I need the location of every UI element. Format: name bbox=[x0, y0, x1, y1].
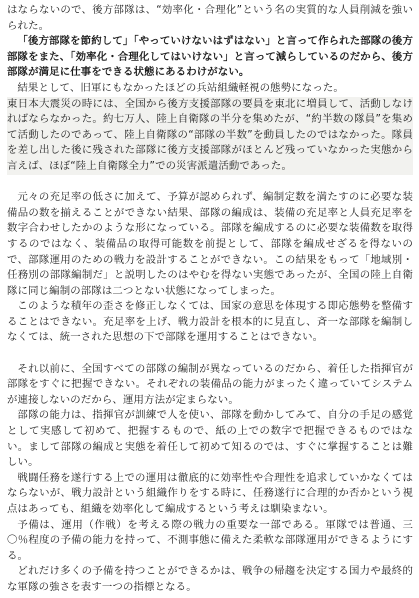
paragraph-gap bbox=[7, 346, 413, 362]
paragraph: 予備は、運用（作戦）を考える際の戦力の重要な一部である。軍隊では普通、三〇％程度の予備の能力を持って、不測事態に備えた柔軟な部隊運用ができるようにする。 bbox=[7, 518, 413, 562]
paragraph: 東日本大震災の時には、全国から後方支援部隊の要員を東北に増員して、活動しなければならなかった。約七万人、陸上自衛隊の半分を集めたが、“約半数の隊員”を集めて活動したのであって、陸上自衛隊の“部隊の半数”を動員したのではなかった。隊員を差し出した後に残された部隊に後方支援部隊がほとんど残っていなかった実態から言えば、ほぼ“陸上自衛隊全力”での災害派遣活動であった。 bbox=[7, 97, 413, 175]
paragraph: 結果として、旧軍にもなかったほどの兵站組織軽視の態勢になった。 bbox=[17, 81, 344, 94]
paragraph: このような積年の歪さを修正しなくては、国家の意思を体現する即応態勢を整備することはできない。充足率を上げ、戦力設計を根本的に見直し、斉一な部隊を編制しなくては、統一された思想の下で部隊を運用することはできない。 bbox=[7, 300, 413, 344]
paragraph: はならないので、後方部隊は、“効率化・合理化”という名の実質的な人員削減を強いられた。 bbox=[7, 4, 413, 32]
paragraph: どれだけ多くの予備を持つことができるかは、戦争の帰趨を決定する国力や最終的な軍隊の強さを表す一つの指標となる。 bbox=[7, 565, 413, 593]
paragraph: それ以前に、全国すべての部隊の編制が異なっているのだから、着任した指揮官が部隊をすぐに把握できない。それぞれの装備品の能力がまったく違っていてシステムが連接しないのだから、運用方法が定まらない。 bbox=[7, 362, 413, 406]
paragraph: 部隊の能力は、指揮官が訓練で人を使い、部隊を動かしてみて、自分の手足の感覚として実感して初めて、把握するもので、紙の上での数字で把握できるものではない。まして部隊の編成と実態を着任して初めて知るのでは、すぐに掌握することは難しい。 bbox=[7, 409, 413, 469]
paragraph-gap bbox=[7, 175, 413, 191]
paragraph: 「後方部隊を節約して」「やっていけないはずはない」と言って作られた部隊の後方部隊をまた、「効率化・合理化してはいけない」と言って減らしているのだから、後方部隊が満足に仕事をできる状態にあるわけがない。 bbox=[7, 35, 413, 79]
paragraph: 戦闘任務を遂行する上での運用は徹底的に効率性や合理性を追求していかなくてはならないが、戦力設計という組織作りをする時に、任務遂行に合理的か否かという視点はあっても、組織を効率化して編成するという考えは馴染まない。 bbox=[7, 471, 413, 515]
paragraph: 元々の充足率の低さに加えて、予算が認められず、編制定数を満たすのに必要な装備品の数を揃えることができない結果、部隊の編成は、装備の充足率と人員充足率を数字合わせしたかのような形になっている。部隊を編成するのに必要な装備数を取得するのではなく、装備品の取得可能数を前提として、部隊を編成せざるを得ないので、部隊運用のための戦力を設計することができない。この結果をもって「地域別・任務別の部隊編制だ」と説明したのはやむを得ない実態であったが、全国の陸上自衛隊に同じ編制の部隊は二つとない状態になってしまった。 bbox=[7, 191, 413, 297]
